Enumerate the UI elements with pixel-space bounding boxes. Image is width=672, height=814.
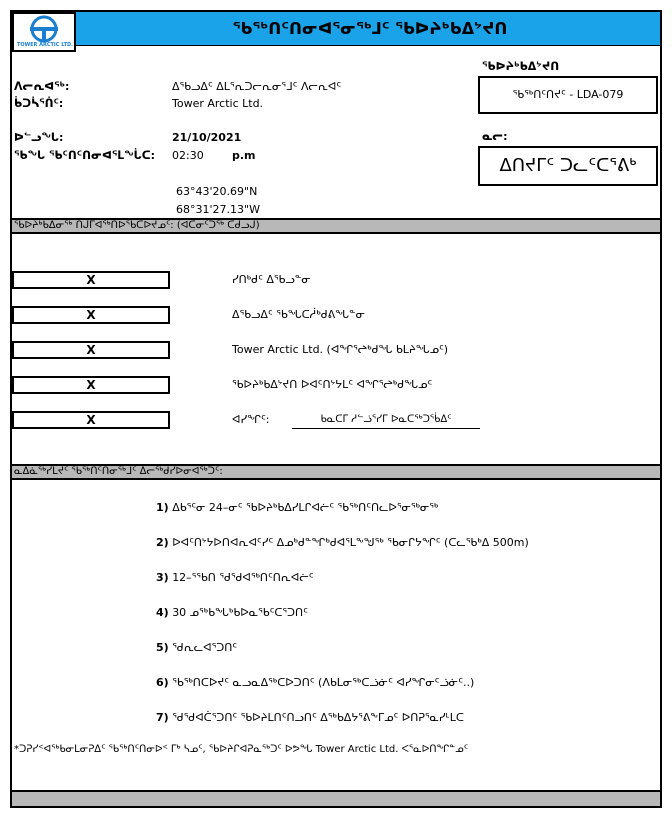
- instruction-item-7: [156, 711, 464, 724]
- instruction-text-3: 12–ᕐᖃᑎ ᕐᑯᕐᑯᐊᖅᑎᑦᑎᕆᐊᓖᑦ: [172, 571, 314, 584]
- instruction-text-2: ᐅᐊᑦᑎᔾᔭᐅᑎᐊᕆᐊᑦᓯᑦ ᐃᓄᒃᑯᓐᖏᒃᑯᐊᕐᒪᖕᖑᖅ ᖃᓂᒋᔭᖏᑦ (ᑕᓚᖃᒃᐃ 500m): [172, 536, 529, 549]
- instruction-text-1: ᐃᑲᕐᑦᓂ 24–ᓂᑦ ᖃᐅᔨᒃᑲᐃᓯᒪᒋᐊᓖᑦ ᖃᖅᑎᑦᑎᓚᐅᕐᓂᖅᓂᖅ: [172, 501, 439, 514]
- instruction-item-1: [156, 501, 438, 514]
- instruction-item-5: [156, 641, 237, 654]
- company-label: ᐱᓕᕆᐊᖅ:: [14, 80, 70, 93]
- company-logo: [12, 12, 76, 52]
- contractor-label: ᑳᑐᓵᕐᑏᑦ:: [14, 97, 64, 110]
- notify-label-5: ᐊᓯᖏᑦ:: [232, 413, 270, 426]
- company-sub-label: ᐃᖃᓗᐃᑦ ᐃᒪᕐᕆᑐᓕᕆᓂᕐᒧᑦ ᐱᓕᕆᐊᑦ: [172, 80, 342, 93]
- instruction-text-5: ᕐᑯᕆᓚᐊᕐᑐᑎᑦ: [172, 641, 238, 654]
- notify-checkbox-2[interactable]: X: [12, 306, 170, 324]
- instruction-text-4: 30 ᓄᖅᑲᖓᒃᑲᐅᓇᖃᑦᑕᕐᑐᑎᑦ: [172, 606, 308, 619]
- notice-label: ᖃᐅᔨᒃᑲᐃᔾᔪᑎ: [482, 60, 560, 73]
- instruction-num-4: 4): [156, 606, 169, 619]
- notify-label-3: Tower Arctic Ltd. (ᐊᖏᕐᖠᒃᑯᖓ ᑲᒪᔨᖓᓄᑦ): [232, 343, 449, 356]
- time-value: 02:30: [172, 149, 204, 162]
- instruction-item-2: [156, 536, 529, 549]
- latitude: 63°43'20.69"N: [176, 185, 258, 198]
- notice-box: [478, 76, 658, 114]
- footnote: *ᑐᕈᓯᑉᐊᖅᑲᓂᒪᓂᕈᐃᑦ ᖃᖅᑎᑦᑎᓂᐅᑉ ᒥᒃ ᓴᓄᑦ, ᖃᐅᔨᒋᐊᕈᓇᖅᑐᑦ ᐅᕗᖓ Tower Arctic Ltd. ᐸᕐᓇᐅᑎᖏᓐᓄᑦ: [14, 744, 469, 755]
- logo-text: TOWER ARCTIC LTD.: [16, 42, 74, 48]
- instruction-num-7: 7): [156, 711, 169, 724]
- instruction-num-2: 2): [156, 536, 169, 549]
- instruction-num-6: 6): [156, 676, 169, 689]
- date-label: ᐅᓪᓗᖓ:: [14, 131, 64, 144]
- instruction-num-3: 3): [156, 571, 169, 584]
- section-notify-header: ᖃᐅᔨᒃᑲᐃᓂᖅ ᑎᒍᒥᐊᖅᑎᐅᖃᑕᐅᔪᓄᑦ: (ᐊᑕᓂᑦᑐᖅ ᑕᑯᓗᒍ): [12, 218, 660, 234]
- instruction-text-7: ᕐᑯᕐᑯᐊᑖᕐᑐᑎᑦ ᖃᐅᔨᒪᑎᑦᑎᓗᑎᑦ ᐃᖅᑲᐃᔭᕐᕕᖕᒥᓄᑦ ᐅᑎᕈᕐᓇᓯᒻᒪᑕ: [172, 711, 464, 724]
- notify-label-1: ᓯᑎᒃᑯᑦ ᐃᖃᓗᓐᓂ: [232, 273, 311, 286]
- instruction-item-6: [156, 676, 474, 689]
- instruction-num-1: 1): [156, 501, 169, 514]
- place-value: ᐃᑎᔪᒥᑦ ᑐᓚᑦᑕᕐᕕᒃ: [499, 155, 637, 176]
- notice-value: ᖃᖅᑎᑦᑎᔪᑦ - LDA-079: [512, 88, 624, 101]
- page-title: ᖃᖅᑎᑦᑎᓂᐊᕐᓂᖅᒧᑦ ᖃᐅᔨᒃᑲᐃᔾᔪᑎ: [232, 19, 508, 38]
- notify-checkbox-4[interactable]: X: [12, 376, 170, 394]
- notify-checkbox-5[interactable]: X: [12, 411, 170, 429]
- instruction-text-6: ᖃᖅᑎᑕᐅᔪᑦ ᓇᓗᓇᐃᖅᑕᐅᑐᑎᑦ (ᐱᑲᒪᓂᖅᑕᓘᓃᑦ ᐊᓯᖏᓂᑦᓘᓃᑦ..): [172, 676, 475, 689]
- footer-bar: [12, 790, 660, 806]
- time-ampm: p.m: [232, 149, 256, 162]
- other-value-field[interactable]: ᑲᓇᑕᒥ ᓱᓪᓘᕐᓯᒥ ᐅᓇᑕᖅᑐᖄᐃᑦ: [292, 411, 480, 429]
- notify-checkbox-1[interactable]: X: [12, 271, 170, 289]
- place-label: ᓇᓕ:: [482, 130, 508, 143]
- notify-checkbox-3[interactable]: X: [12, 341, 170, 359]
- longitude: 68°31'27.13"W: [176, 203, 260, 216]
- date-value: 21/10/2021: [172, 131, 242, 144]
- notify-label-2: ᐃᖃᓗᐃᑦ ᖃᖓᑕᓲᒃᑯᕕᖓᓐᓂ: [232, 308, 365, 321]
- notify-label-4: ᖃᐅᔨᒃᑲᐃᔾᔪᑎ ᐅᐊᑦᑎᔾᔭᒪᑦ ᐊᖏᕐᖠᒃᑯᖓᓄᑦ: [232, 378, 433, 391]
- section-instructions-header: ᓇᐃᓈᖅᓯᒪᔪᑦ ᖃᖅᑎᑦᑎᓂᖅᒧᑦ ᐃᓕᖅᑯᓯᐅᓂᐊᖅᑐᑦ:: [12, 464, 660, 480]
- time-label: ᖃᖓ ᖃᑦᑎᑦᑎᓂᐊᕐᒪᖔᑕ:: [14, 149, 156, 162]
- place-box: [478, 146, 658, 186]
- instruction-item-3: [156, 571, 313, 584]
- instruction-item-4: [156, 606, 308, 619]
- contractor-value: Tower Arctic Ltd.: [172, 97, 264, 110]
- instruction-num-5: 5): [156, 641, 169, 654]
